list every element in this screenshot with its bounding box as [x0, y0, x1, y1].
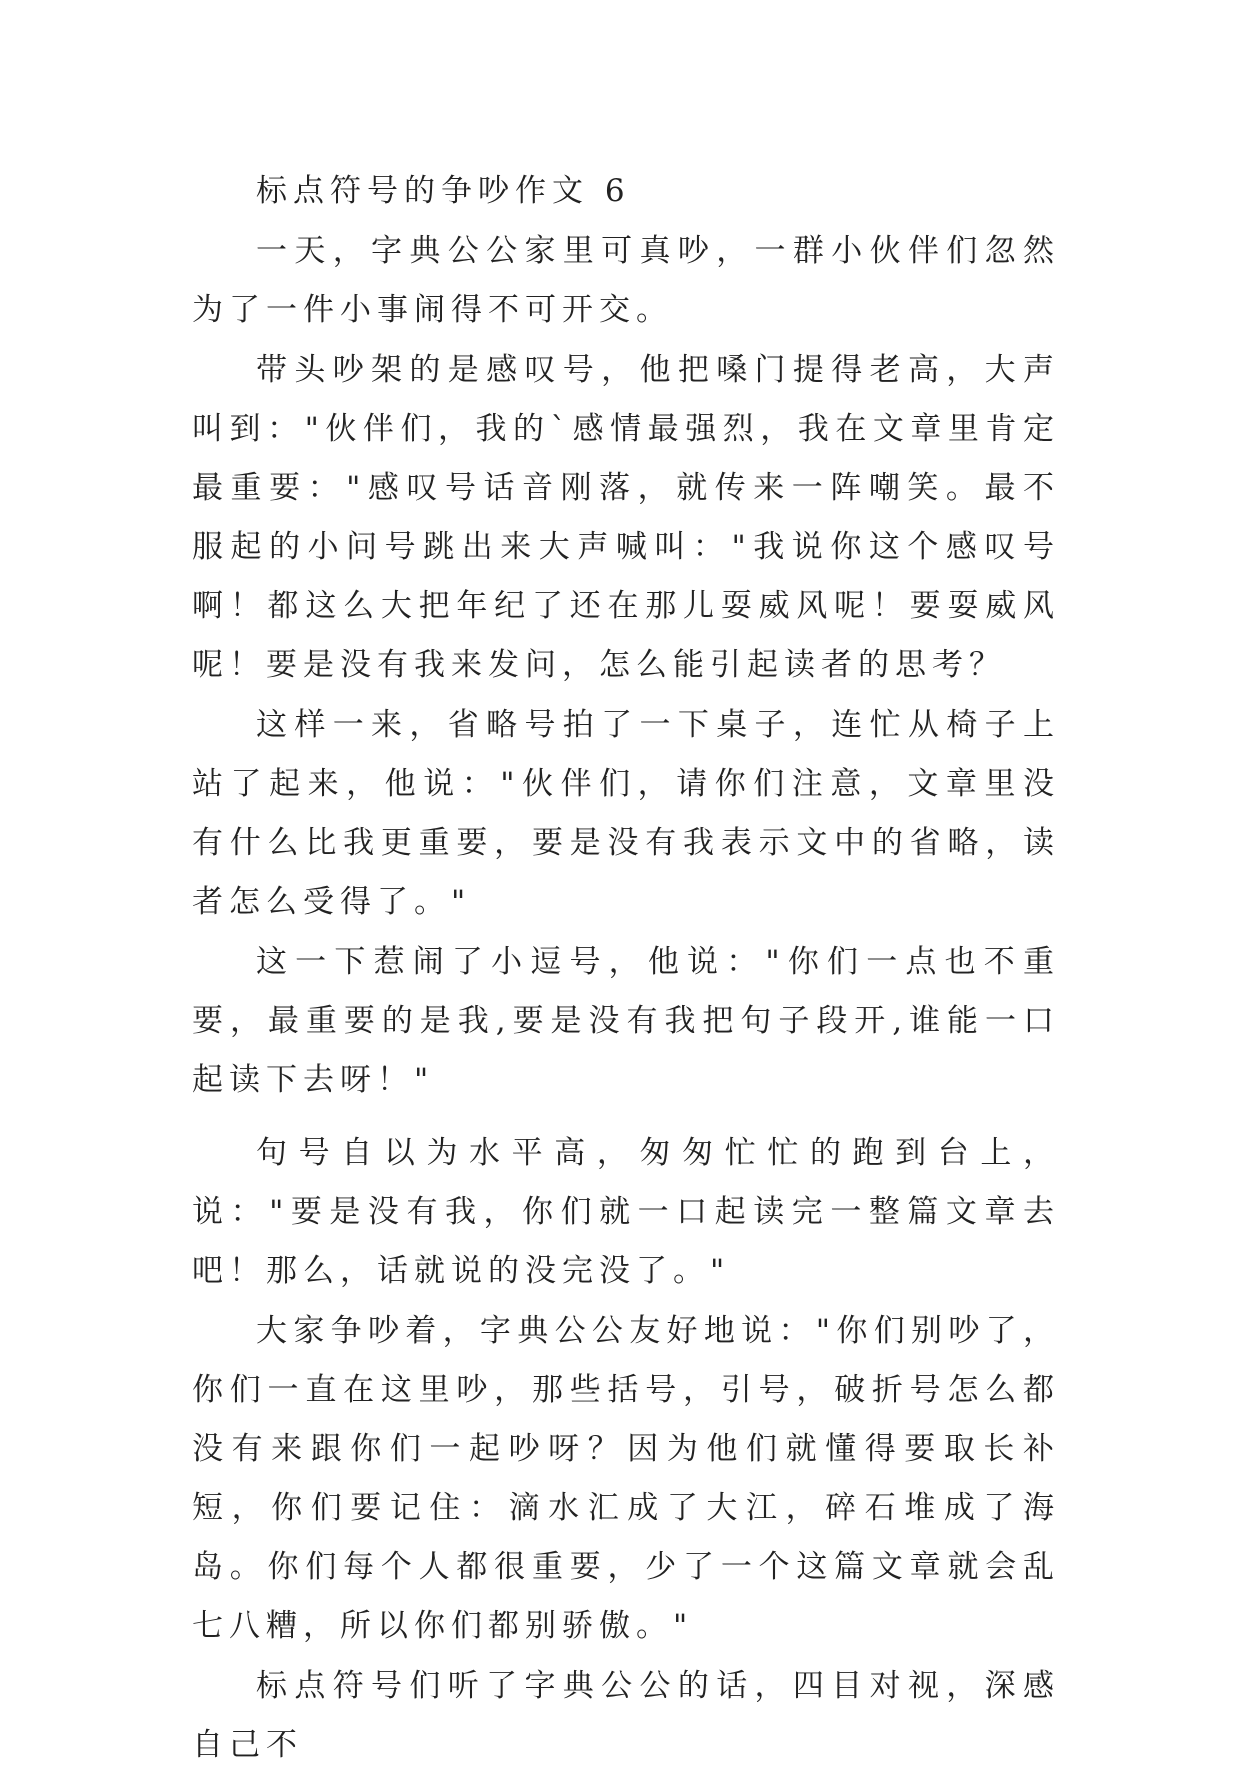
paragraph-4: 这一下惹闹了小逗号，他说："你们一点也不重要，最重要的是我,要是没有我把句子段开,谁能一口起读下去呀！": [192, 944, 1060, 1098]
document-body: [192, 162, 1060, 1776]
paragraph-7: 标点符号们听了字典公公的话，四目对视，深感自己不: [192, 1668, 1060, 1763]
paragraph-3: 这样一来，省略号拍了一下桌子，连忙从椅子上站了起来，他说："伙伴们，请你们注意，文章里没有什么比我更重要，要是没有我表示文中的省略，读者怎么受得了。": [192, 707, 1060, 920]
paragraph-5: 句号自以为水平高，匆匆忙忙的跑到台上，说："要是没有我，你们就一口起读完一整篇文章去吧！那么，话就说的没完没了。": [192, 1135, 1060, 1289]
paragraph-2: 带头吵架的是感叹号，他把嗓门提得老高，大声叫到："伙伴们，我的`感情最强烈，我在文章里肯定最重要："感叹号话音刚落，就传来一阵嘲笑。最不服起的小问号跳出来大声喊叫："我说你这个感叹号啊！都这么大把年纪了还在那儿耍威风呢！要耍威风呢！要是没有我来发问，怎么能引起读者的思考？: [192, 352, 1060, 683]
document-title: 标点符号的争吵作文 6: [256, 173, 631, 209]
paragraph-6: 大家争吵着，字典公公友好地说："你们别吵了，你们一直在这里吵，那些括号，引号，破折号怎么都没有来跟你们一起吵呀？因为他们就懂得要取长补短，你们要记住：滴水汇成了大江，碎石堆成了海岛。你们每个人都很重要，少了一个这篇文章就会乱七八糟，所以你们都别骄傲。": [192, 1313, 1060, 1644]
paragraph-1: 一天，字典公公家里可真吵，一群小伙伴们忽然为了一件小事闹得不可开交。: [192, 233, 1060, 328]
